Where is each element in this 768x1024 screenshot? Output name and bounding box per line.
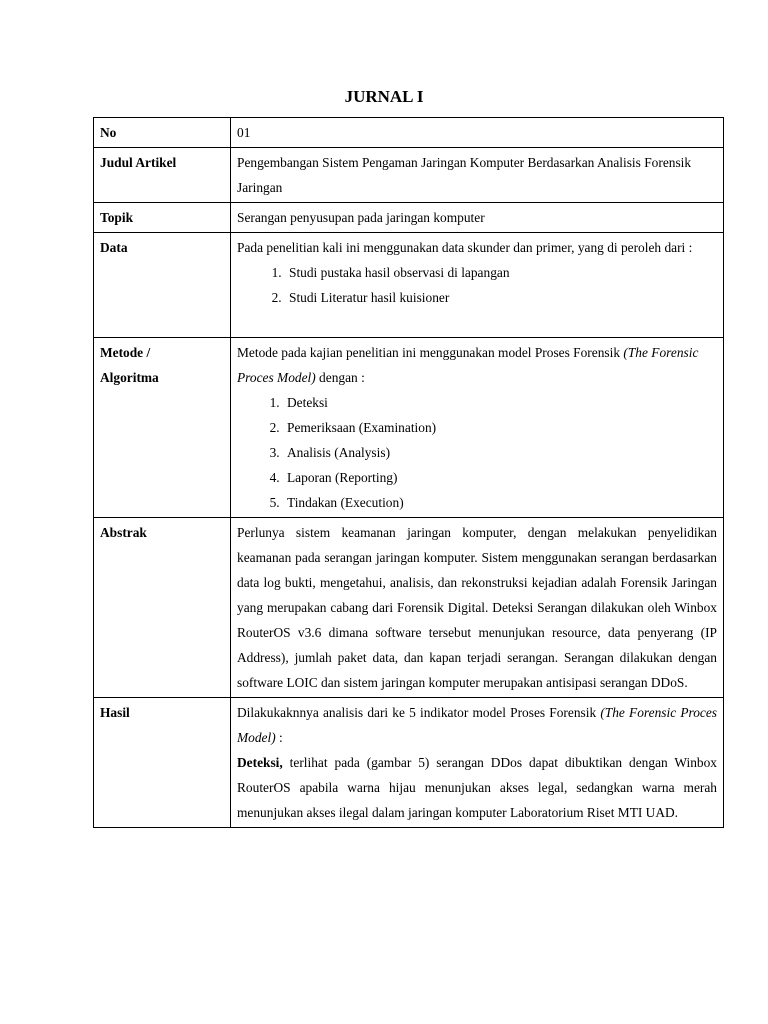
value-topik: Serangan penyusupan pada jaringan komputer <box>231 203 724 233</box>
table-row-judul <box>94 148 724 203</box>
table-row-data <box>94 233 724 338</box>
value-abstrak: Perlunya sistem keamanan jaringan komputer, dengan melakukan penyelidikan keamanan pada serangan jaringan komputer. Sistem menggunakan serangan berdasarkan data log bukti, mengetahui, analisis, dan rekonstruksi kejadian adalah Forensik Jaringan yang merupakan cabang dari Forensik Digital. Deteksi Serangan dilakukan oleh Winbox RouterOS v3.6 dimana software tersebut menunjukan resource, data penyerang (IP Address), jumlah paket data, dan kapan terjadi serangan. Serangan dilakukan dengan software LOIC dan sistem jaringan komputer merupakan antisipasi serangan DDoS. <box>231 518 724 698</box>
list-item: 1. Studi pustaka hasil observasi di lapangan <box>285 260 717 285</box>
data-intro: Pada penelitian kali ini menggunakan data skunder dan primer, yang di peroleh dari : <box>237 240 693 255</box>
label-no: No <box>94 118 231 148</box>
label-topik: Topik <box>94 203 231 233</box>
hasil-p1-suffix: : <box>275 730 283 745</box>
metode-intro-text: Metode pada kajian penelitian ini menggunakan model Proses Forensik <box>237 345 624 360</box>
label-hasil: Hasil <box>94 698 231 828</box>
metode-list <box>237 390 717 515</box>
value-metode <box>231 338 724 518</box>
journal-table <box>93 117 724 828</box>
metode-intro-italic: (The Forensic Proces Model) <box>237 345 699 385</box>
hasil-paragraph-1 <box>237 700 717 750</box>
list-item: 2. Studi Literatur hasil kuisioner <box>285 285 717 310</box>
table-row-hasil <box>94 698 724 828</box>
value-no: 01 <box>231 118 724 148</box>
metode-intro-suffix: dengan : <box>315 370 365 385</box>
hasil-p1-text: Dilakukaknnya analisis dari ke 5 indikator model Proses Forensik <box>237 705 601 720</box>
page-title: JURNAL I <box>344 87 424 106</box>
label-abstrak: Abstrak <box>94 518 231 698</box>
hasil-p2-text: terlihat pada (gambar 5) serangan DDos dapat dibuktikan dengan Winbox RouterOS apabila warna hijau menunjukan akses legal, sedangkan warna merah menunjukan akses ilegal dalam jaringan komputer Laboratorium Riset MTI UAD. <box>237 755 717 820</box>
table-row-abstrak <box>94 518 724 698</box>
list-item: 3. Analisis (Analysis) <box>283 440 717 465</box>
label-metode-line-2: Algoritma <box>100 370 159 385</box>
hasil-p1-italic: (The Forensic Proces Model) <box>237 705 718 745</box>
table-row-no <box>94 118 724 148</box>
label-metode-line-1: Metode / <box>100 345 151 360</box>
list-item: 2. Pemeriksaan (Examination) <box>283 415 717 440</box>
table-row-topik <box>94 203 724 233</box>
hasil-p2-bold: Deteksi, <box>237 755 283 770</box>
metode-intro <box>237 340 717 390</box>
value-judul-artikel: Pengembangan Sistem Pengaman Jaringan Komputer Berdasarkan Analisis Forensik Jaringan <box>231 148 724 203</box>
list-item: 5. Tindakan (Execution) <box>283 490 717 515</box>
list-item: 1. Deteksi <box>283 390 717 415</box>
label-metode <box>94 338 231 518</box>
label-judul-artikel: Judul Artikel <box>94 148 231 203</box>
label-data: Data <box>94 233 231 338</box>
table-row-metode <box>94 338 724 518</box>
hasil-paragraph-2 <box>237 750 717 825</box>
list-item: 4. Laporan (Reporting) <box>283 465 717 490</box>
value-hasil <box>231 698 724 828</box>
value-data <box>231 233 724 338</box>
data-list <box>237 260 717 310</box>
spacer <box>237 310 717 335</box>
